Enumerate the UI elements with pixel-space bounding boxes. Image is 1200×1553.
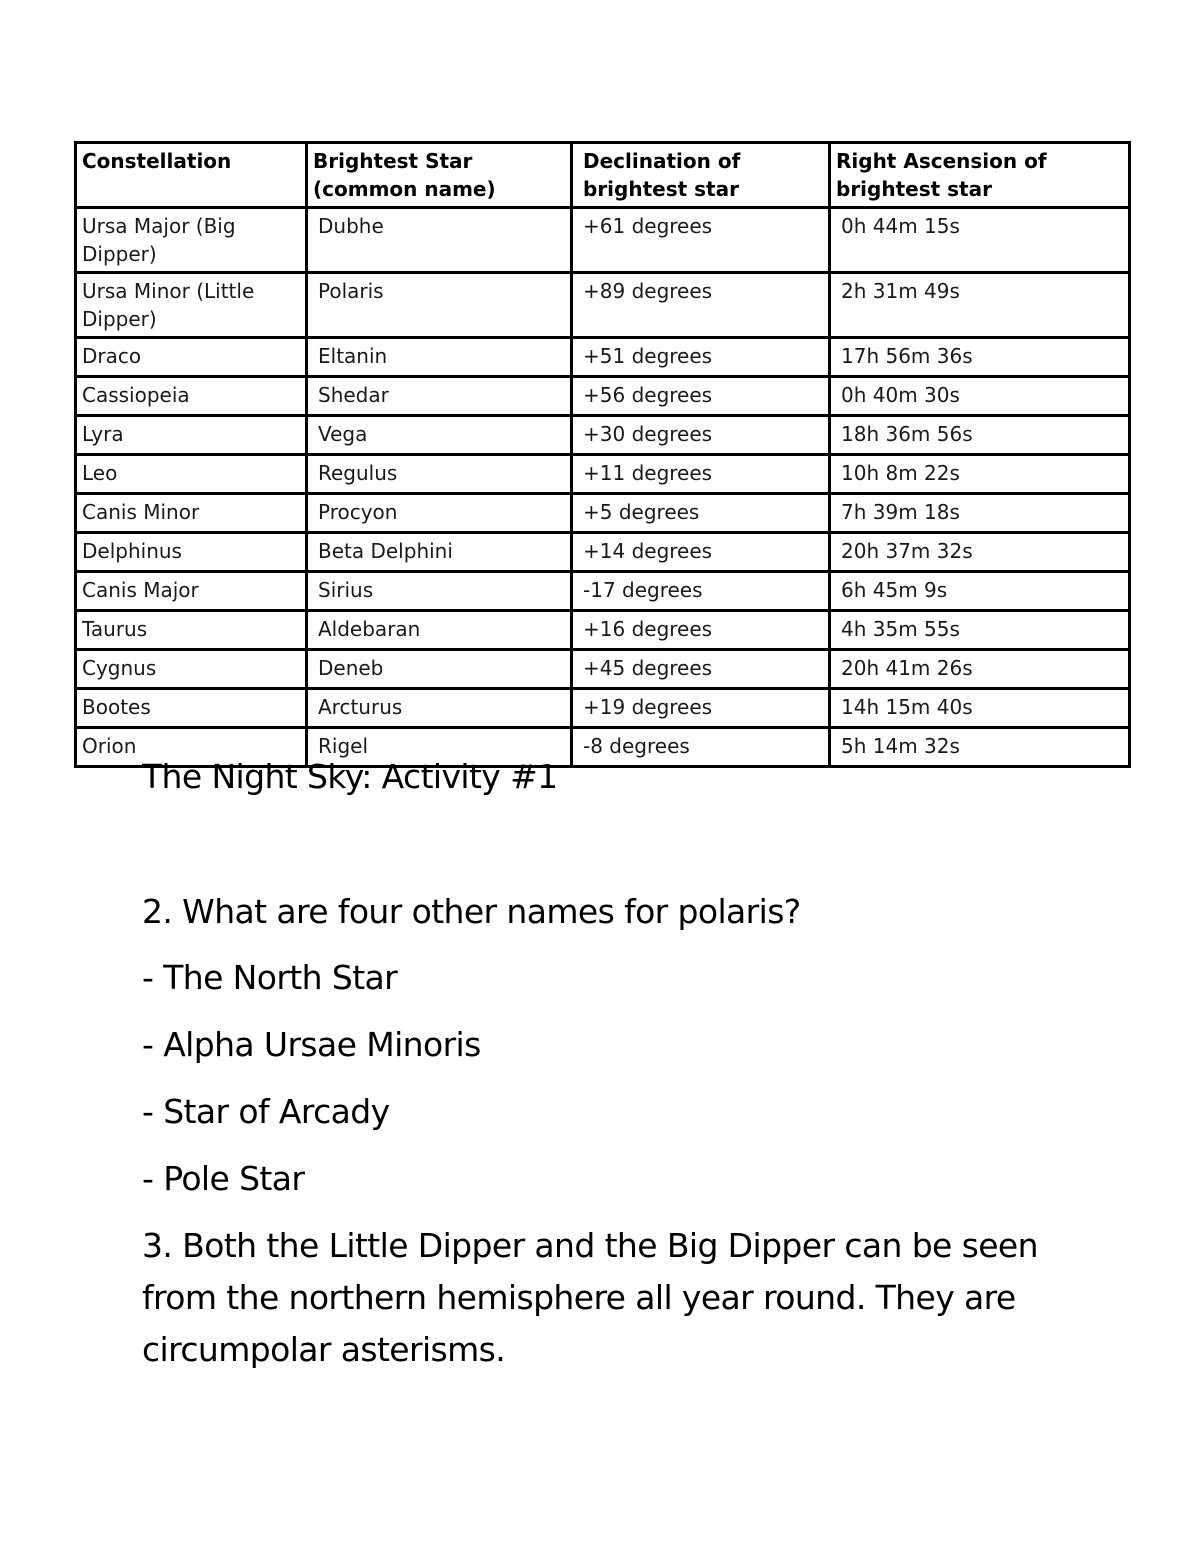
cell-declination: +30 degrees: [572, 416, 830, 455]
cell-star: Dubhe: [307, 208, 572, 273]
cell-constellation: Cassiopeia: [76, 377, 307, 416]
cell-right-ascension: 5h 14m 32s: [830, 728, 1130, 767]
cell-declination: +11 degrees: [572, 455, 830, 494]
table-row: [76, 377, 1130, 416]
question-2: 2. What are four other names for polaris?: [142, 892, 801, 931]
cell-right-ascension: 10h 8m 22s: [830, 455, 1130, 494]
table-row: [76, 533, 1130, 572]
activity-notes: [142, 752, 1142, 1376]
cell-star: Aldebaran: [307, 611, 572, 650]
header-constellation: Constellation: [76, 143, 307, 208]
cell-declination: +14 degrees: [572, 533, 830, 572]
cell-declination: +45 degrees: [572, 650, 830, 689]
table-row: [76, 611, 1130, 650]
cell-declination: +61 degrees: [572, 208, 830, 273]
cell-declination: +16 degrees: [572, 611, 830, 650]
cell-star: Shedar: [307, 377, 572, 416]
cell-right-ascension: 6h 45m 9s: [830, 572, 1130, 611]
header-declination: Declination of brightest star: [572, 143, 830, 208]
table-row: [76, 273, 1130, 338]
cell-constellation: Lyra: [76, 416, 307, 455]
cell-star: Sirius: [307, 572, 572, 611]
table-row: [76, 338, 1130, 377]
table-row: [76, 455, 1130, 494]
answer-item: - Pole Star: [142, 1159, 305, 1198]
cell-declination: -8 degrees: [572, 728, 830, 767]
cell-right-ascension: 2h 31m 49s: [830, 273, 1130, 338]
table-row: [76, 650, 1130, 689]
cell-declination: -17 degrees: [572, 572, 830, 611]
activity-title: The Night Sky: Activity #1: [142, 757, 558, 796]
table-row: [76, 416, 1130, 455]
cell-constellation: Draco: [76, 338, 307, 377]
cell-constellation: Cygnus: [76, 650, 307, 689]
cell-star: Regulus: [307, 455, 572, 494]
table-row: [76, 494, 1130, 533]
cell-constellation: Leo: [76, 455, 307, 494]
cell-constellation: Canis Minor: [76, 494, 307, 533]
cell-star: Procyon: [307, 494, 572, 533]
cell-star: Arcturus: [307, 689, 572, 728]
statement-3: 3. Both the Little Dipper and the Big Dipper can be seen from the northern hemisphere all year round. They are circumpolar asterisms.: [142, 1226, 1038, 1369]
cell-constellation: Bootes: [76, 689, 307, 728]
cell-right-ascension: 0h 40m 30s: [830, 377, 1130, 416]
header-right-ascension: Right Ascension of brightest star: [830, 143, 1130, 208]
cell-star: Polaris: [307, 273, 572, 338]
cell-declination: +19 degrees: [572, 689, 830, 728]
cell-right-ascension: 0h 44m 15s: [830, 208, 1130, 273]
answer-item: - Star of Arcady: [142, 1092, 390, 1131]
cell-constellation: Ursa Major (Big Dipper): [76, 208, 307, 273]
constellation-table: [74, 141, 1131, 768]
cell-constellation: Orion: [76, 728, 307, 767]
header-brightest-star: Brightest Star (common name): [307, 143, 572, 208]
cell-declination: +89 degrees: [572, 273, 830, 338]
cell-star: Eltanin: [307, 338, 572, 377]
cell-star: Beta Delphini: [307, 533, 572, 572]
cell-right-ascension: 4h 35m 55s: [830, 611, 1130, 650]
cell-right-ascension: 18h 36m 56s: [830, 416, 1130, 455]
cell-declination: +5 degrees: [572, 494, 830, 533]
cell-right-ascension: 17h 56m 36s: [830, 338, 1130, 377]
cell-star: Deneb: [307, 650, 572, 689]
cell-star: Rigel: [307, 728, 572, 767]
answer-item: - Alpha Ursae Minoris: [142, 1025, 481, 1064]
table-row: [76, 208, 1130, 273]
cell-constellation: Taurus: [76, 611, 307, 650]
cell-declination: +51 degrees: [572, 338, 830, 377]
cell-right-ascension: 20h 37m 32s: [830, 533, 1130, 572]
cell-right-ascension: 20h 41m 26s: [830, 650, 1130, 689]
answer-item: - The North Star: [142, 958, 398, 997]
cell-declination: +56 degrees: [572, 377, 830, 416]
cell-constellation: Ursa Minor (Little Dipper): [76, 273, 307, 338]
cell-star: Vega: [307, 416, 572, 455]
table-header-row: [76, 143, 1130, 208]
table-row: [76, 689, 1130, 728]
cell-right-ascension: 14h 15m 40s: [830, 689, 1130, 728]
cell-constellation: Delphinus: [76, 533, 307, 572]
table-row: [76, 572, 1130, 611]
cell-right-ascension: 7h 39m 18s: [830, 494, 1130, 533]
cell-constellation: Canis Major: [76, 572, 307, 611]
